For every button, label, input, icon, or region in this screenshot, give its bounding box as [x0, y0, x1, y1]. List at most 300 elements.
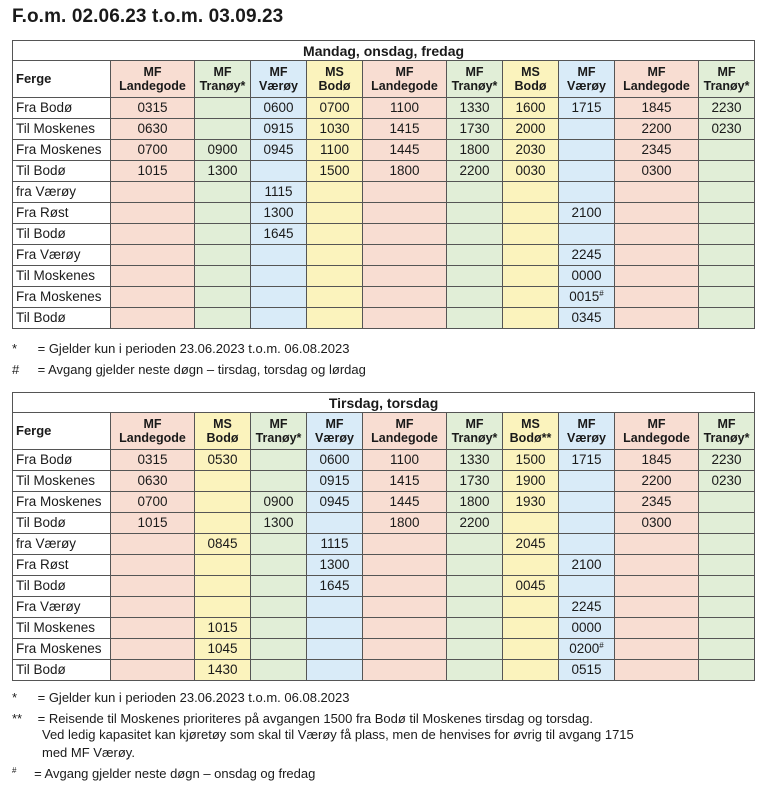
departure-time: 0700: [111, 492, 195, 513]
departure-time: [363, 308, 447, 329]
departure-time: [615, 660, 699, 681]
stop-label: Fra Værøy: [13, 597, 111, 618]
departure-time: [251, 450, 307, 471]
stop-label: Til Bodø: [13, 576, 111, 597]
departure-time: [447, 639, 503, 660]
departure-time: 2230: [699, 450, 755, 471]
departure-time: [559, 224, 615, 245]
departure-time: 1715: [559, 450, 615, 471]
stop-label: Til Bodø: [13, 308, 111, 329]
departure-time: [251, 639, 307, 660]
timetable-row: [13, 660, 755, 681]
departure-time: 2030: [503, 140, 559, 161]
departure-time: [503, 224, 559, 245]
departure-time: [195, 308, 251, 329]
departure-time: 1415: [363, 471, 447, 492]
departure-time: [195, 245, 251, 266]
ferry-column-header: [307, 61, 363, 98]
stop-label: Fra Bodø: [13, 450, 111, 471]
ferry-type: MF: [143, 417, 162, 431]
departure-time: [503, 266, 559, 287]
ferry-name: Landegode: [371, 431, 438, 445]
departure-time: [615, 245, 699, 266]
departure-time: [111, 660, 195, 681]
departure-time: 1300: [251, 203, 307, 224]
departure-time: [559, 513, 615, 534]
departure-time: 1330: [447, 450, 503, 471]
ferry-column-header: [251, 61, 307, 98]
ferry-name: Tranøy*: [451, 431, 498, 445]
ferry-column-header: [699, 61, 755, 98]
departure-time: [559, 576, 615, 597]
departure-time: [363, 639, 447, 660]
departure-time: 1100: [363, 450, 447, 471]
departure-time: 0300: [615, 513, 699, 534]
departure-time: 1800: [447, 492, 503, 513]
departure-time: [307, 182, 363, 203]
departure-time: 1730: [447, 471, 503, 492]
stop-label: Til Moskenes: [13, 618, 111, 639]
departure-time: [195, 203, 251, 224]
departure-time: 0345: [559, 308, 615, 329]
departure-time: [111, 555, 195, 576]
ferry-type: MF: [577, 65, 596, 79]
timetable-mon-wed-fri: [12, 40, 755, 329]
departure-time: 1300: [251, 513, 307, 534]
departure-time: [699, 492, 755, 513]
ferry-name: Landegode: [623, 431, 690, 445]
row-label-header: Ferge: [13, 61, 111, 98]
ferry-column-header: [251, 413, 307, 450]
stop-label: Fra Røst: [13, 555, 111, 576]
timetable-row: [13, 492, 755, 513]
ferry-column-header: [559, 413, 615, 450]
timetable-row: [13, 287, 755, 308]
departure-time: 1445: [363, 140, 447, 161]
departure-time: [195, 287, 251, 308]
departure-time: [447, 597, 503, 618]
timetable-row: [13, 576, 755, 597]
departure-time: [447, 308, 503, 329]
ferry-name: Bodø: [206, 431, 239, 445]
stop-label: Fra Røst: [13, 203, 111, 224]
ferry-name: Bodø: [514, 79, 547, 93]
departure-time: 1100: [363, 98, 447, 119]
ferry-name: Tranøy*: [199, 79, 246, 93]
ferry-type: MF: [717, 65, 736, 79]
departure-time: [699, 534, 755, 555]
departure-time: [559, 534, 615, 555]
departure-time: 0045: [503, 576, 559, 597]
departure-time: 2000: [503, 119, 559, 140]
departure-time: 1930: [503, 492, 559, 513]
departure-time: [615, 639, 699, 660]
departure-time: [307, 245, 363, 266]
stop-label: Fra Moskenes: [13, 140, 111, 161]
timetable-row: [13, 161, 755, 182]
departure-time: 1445: [363, 492, 447, 513]
ferry-type: MF: [647, 65, 666, 79]
departure-time: [447, 660, 503, 681]
timetable-row: [13, 618, 755, 639]
ferry-name: Værøy: [567, 79, 606, 93]
timetable-row: [13, 119, 755, 140]
departure-time: [559, 140, 615, 161]
departure-time: [111, 224, 195, 245]
stop-label: Til Bodø: [13, 513, 111, 534]
stop-label: Til Moskenes: [13, 266, 111, 287]
departure-time: [503, 660, 559, 681]
departure-time: [615, 266, 699, 287]
timetable-row: [13, 534, 755, 555]
departure-time: 1845: [615, 450, 699, 471]
departure-time: [615, 287, 699, 308]
departure-time: [447, 576, 503, 597]
departure-time: [307, 639, 363, 660]
departure-time: 1900: [503, 471, 559, 492]
departure-time: 2230: [699, 98, 755, 119]
departure-time: [503, 618, 559, 639]
section-header: Tirsdag, torsdag: [13, 393, 755, 413]
ferry-column-header: [363, 413, 447, 450]
departure-time: 0600: [251, 98, 307, 119]
departure-time: 0945: [307, 492, 363, 513]
ferry-column-header: [195, 413, 251, 450]
ferry-type: MS: [521, 65, 540, 79]
departure-time: [699, 660, 755, 681]
departure-time: [699, 203, 755, 224]
departure-time: 1115: [251, 182, 307, 203]
departure-time: [111, 245, 195, 266]
footnote-continuation: med MF Værøy.: [42, 745, 135, 760]
ferry-type: MS: [325, 65, 344, 79]
departure-time: [111, 308, 195, 329]
ferry-type: MF: [577, 417, 596, 431]
ferry-column-header: [615, 61, 699, 98]
departure-time: [503, 639, 559, 660]
departure-time: [447, 203, 503, 224]
departure-time: 1500: [307, 161, 363, 182]
departure-time: [251, 308, 307, 329]
departure-time: [251, 555, 307, 576]
timetable-row: [13, 555, 755, 576]
ferry-name: Landegode: [623, 79, 690, 93]
departure-time: 0030: [503, 161, 559, 182]
departure-time: [195, 266, 251, 287]
ferry-column-header: [559, 61, 615, 98]
departure-time: 1015: [195, 618, 251, 639]
departure-time: [363, 266, 447, 287]
departure-time: 0000: [559, 618, 615, 639]
departure-time: [363, 182, 447, 203]
departure-time: [699, 308, 755, 329]
departure-time: 1800: [447, 140, 503, 161]
ferry-type: MF: [717, 417, 736, 431]
departure-time: 1600: [503, 98, 559, 119]
departure-time: [615, 555, 699, 576]
stop-label: Til Moskenes: [13, 471, 111, 492]
departure-time: [195, 597, 251, 618]
departure-time: 1730: [447, 119, 503, 140]
stop-label: Til Bodø: [13, 161, 111, 182]
timetable-row: [13, 450, 755, 471]
stop-label: fra Værøy: [13, 182, 111, 203]
departure-time: [615, 308, 699, 329]
footnote-hash: # = Avgang gjelder neste døgn – tirsdag, torsdag og lørdag: [12, 362, 366, 377]
departure-time: [559, 161, 615, 182]
departure-time: [251, 287, 307, 308]
departure-time: 0900: [251, 492, 307, 513]
departure-time: 1800: [363, 513, 447, 534]
departure-time: [363, 203, 447, 224]
departure-time: [111, 618, 195, 639]
ferry-column-header: [447, 413, 503, 450]
departure-time: 0515: [559, 660, 615, 681]
departure-time: [195, 471, 251, 492]
departure-time: 2345: [615, 492, 699, 513]
ferry-name: Landegode: [119, 431, 186, 445]
ferry-column-header: [615, 413, 699, 450]
stop-label: Til Bodø: [13, 660, 111, 681]
departure-time: 0945: [251, 140, 307, 161]
ferry-type: MS: [521, 417, 540, 431]
departure-time: 1015: [111, 161, 195, 182]
departure-time: 0300: [615, 161, 699, 182]
ferry-type: MF: [395, 417, 414, 431]
ferry-type: MF: [269, 417, 288, 431]
footnote-hash: # = Avgang gjelder neste døgn – onsdag og fredag: [12, 766, 316, 781]
stop-label: Fra Værøy: [13, 245, 111, 266]
ferry-column-header: [111, 413, 195, 450]
departure-time: [251, 597, 307, 618]
departure-time: [447, 224, 503, 245]
departure-time: 2100: [559, 555, 615, 576]
departure-time: 1100: [307, 140, 363, 161]
departure-time: 2245: [559, 597, 615, 618]
departure-time: [251, 576, 307, 597]
row-label-header: Ferge: [13, 413, 111, 450]
footnote-double-asterisk: ** = Reisende til Moskenes prioriteres på avgangen 1500 fra Bodø til Moskenes tirsdag og torsdag.: [12, 711, 593, 726]
departure-time: 0915: [251, 119, 307, 140]
departure-time: 1015: [111, 513, 195, 534]
ferry-column-header: [307, 413, 363, 450]
departure-time: 1415: [363, 119, 447, 140]
timetable-row: [13, 266, 755, 287]
departure-time: 2045: [503, 534, 559, 555]
departure-time: [363, 534, 447, 555]
timetable-row: [13, 471, 755, 492]
departure-time: 1430: [195, 660, 251, 681]
ferry-name: Bodø: [318, 79, 351, 93]
stop-label: Fra Moskenes: [13, 287, 111, 308]
departure-time: [251, 245, 307, 266]
column-header-row: [13, 61, 755, 98]
departure-time: 1030: [307, 119, 363, 140]
ferry-name: Værøy: [315, 431, 354, 445]
departure-time: [615, 224, 699, 245]
departure-time: [111, 182, 195, 203]
ferry-name: Tranøy*: [255, 431, 302, 445]
timetable-row: [13, 203, 755, 224]
departure-time: [195, 576, 251, 597]
departure-time: 0600: [307, 450, 363, 471]
ferry-type: MF: [465, 65, 484, 79]
departure-time: [699, 266, 755, 287]
departure-time: 1645: [251, 224, 307, 245]
departure-time: [195, 119, 251, 140]
ferry-name: Bodø**: [509, 431, 552, 445]
departure-time: 1800: [363, 161, 447, 182]
stop-label: Fra Moskenes: [13, 639, 111, 660]
departure-time: [251, 660, 307, 681]
ferry-name: Tranøy*: [703, 431, 750, 445]
departure-time: [195, 555, 251, 576]
departure-time: 1715: [559, 98, 615, 119]
departure-time: [615, 576, 699, 597]
departure-time: 1300: [307, 555, 363, 576]
departure-time: [447, 618, 503, 639]
ferry-name: Tranøy*: [451, 79, 498, 93]
departure-time: [699, 182, 755, 203]
departure-time: 0630: [111, 471, 195, 492]
departure-time: [307, 287, 363, 308]
departure-time: [363, 287, 447, 308]
departure-time: [307, 513, 363, 534]
column-header-row: [13, 413, 755, 450]
departure-time: [559, 492, 615, 513]
departure-time: [503, 245, 559, 266]
ferry-name: Tranøy*: [703, 79, 750, 93]
departure-time: [615, 618, 699, 639]
departure-time: [699, 618, 755, 639]
departure-time: [503, 513, 559, 534]
ferry-type: MS: [213, 417, 232, 431]
departure-time: [699, 245, 755, 266]
stop-label: Til Bodø: [13, 224, 111, 245]
departure-time: 2200: [447, 161, 503, 182]
ferry-name: Værøy: [567, 431, 606, 445]
ferry-type: MF: [325, 417, 344, 431]
departure-time: [363, 660, 447, 681]
departure-time: [615, 203, 699, 224]
departure-time: [447, 182, 503, 203]
departure-time: [699, 576, 755, 597]
departure-time: [559, 182, 615, 203]
timetable-row: [13, 513, 755, 534]
departure-time: [111, 534, 195, 555]
departure-time: [307, 224, 363, 245]
page-title: F.o.m. 02.06.23 t.o.m. 03.09.23: [12, 6, 284, 27]
ferry-type: MF: [143, 65, 162, 79]
departure-time: [363, 618, 447, 639]
departure-time: [699, 639, 755, 660]
ferry-column-header: [195, 61, 251, 98]
ferry-name: Værøy: [259, 79, 298, 93]
departure-time: 0900: [195, 140, 251, 161]
departure-time: 0015#: [559, 287, 615, 308]
departure-time: [447, 266, 503, 287]
departure-time: [195, 492, 251, 513]
ferry-type: MF: [647, 417, 666, 431]
timetable-row: [13, 245, 755, 266]
stop-label: Fra Bodø: [13, 98, 111, 119]
ferry-column-header: [363, 61, 447, 98]
departure-time: 1645: [307, 576, 363, 597]
ferry-column-header: [111, 61, 195, 98]
departure-time: 1300: [195, 161, 251, 182]
departure-time: [699, 224, 755, 245]
departure-time: [195, 98, 251, 119]
departure-time: [503, 287, 559, 308]
departure-time: [307, 203, 363, 224]
timetable-tue-thu: [12, 392, 755, 681]
ferry-column-header: [503, 61, 559, 98]
ferry-type: MF: [269, 65, 288, 79]
departure-time: 2200: [615, 471, 699, 492]
departure-time: 1115: [307, 534, 363, 555]
departure-time: [363, 576, 447, 597]
departure-time: [363, 555, 447, 576]
departure-time: [251, 534, 307, 555]
timetable-row: [13, 597, 755, 618]
departure-time: [699, 513, 755, 534]
departure-time: [307, 266, 363, 287]
departure-time: [559, 471, 615, 492]
departure-time: [447, 287, 503, 308]
departure-time: 0230: [699, 471, 755, 492]
departure-time: 0700: [307, 98, 363, 119]
departure-time: 0530: [195, 450, 251, 471]
departure-time: [615, 182, 699, 203]
departure-time: [251, 266, 307, 287]
departure-time: [363, 224, 447, 245]
footnote-continuation: Ved ledig kapasitet kan kjøretøy som skal til Værøy få plass, men de henvises for øvrig til avgang 1715: [42, 727, 634, 742]
timetable-row: [13, 224, 755, 245]
departure-time: [699, 597, 755, 618]
footnote-asterisk: * = Gjelder kun i perioden 23.06.2023 t.o.m. 06.08.2023: [12, 341, 350, 356]
timetable-row: [13, 140, 755, 161]
departure-time: [559, 119, 615, 140]
ferry-type: MF: [465, 417, 484, 431]
departure-time: [503, 308, 559, 329]
departure-time: [699, 161, 755, 182]
departure-time: [363, 245, 447, 266]
departure-time: [615, 597, 699, 618]
departure-time: 1045: [195, 639, 251, 660]
departure-time: 0630: [111, 119, 195, 140]
section-header: Mandag, onsdag, fredag: [13, 41, 755, 61]
departure-time: 2100: [559, 203, 615, 224]
departure-time: [503, 555, 559, 576]
departure-time: [699, 287, 755, 308]
departure-time: 2200: [447, 513, 503, 534]
departure-time: [195, 182, 251, 203]
departure-time: [503, 597, 559, 618]
departure-time: [251, 618, 307, 639]
departure-time: [111, 203, 195, 224]
timetable-row: [13, 308, 755, 329]
departure-time: 0200#: [559, 639, 615, 660]
stop-label: Fra Moskenes: [13, 492, 111, 513]
ferry-type: MF: [213, 65, 232, 79]
ferry-name: Landegode: [119, 79, 186, 93]
timetable-row: [13, 182, 755, 203]
departure-time: [699, 140, 755, 161]
departure-time: [699, 555, 755, 576]
departure-time: 2200: [615, 119, 699, 140]
ferry-name: Landegode: [371, 79, 438, 93]
ferry-column-header: [503, 413, 559, 450]
